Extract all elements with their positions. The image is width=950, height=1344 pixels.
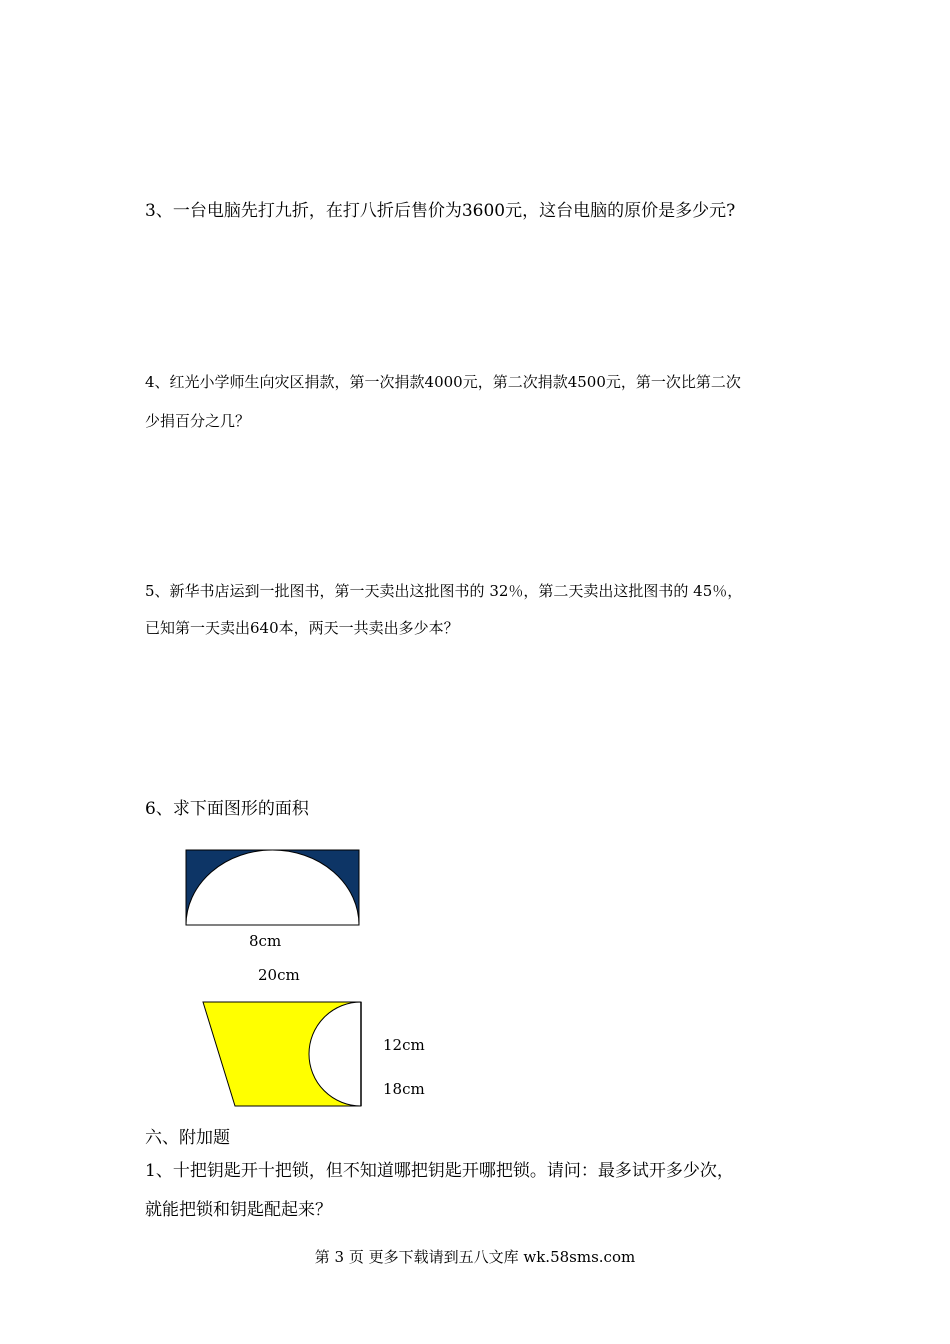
question-4-line-1: 4、红光小学师生向灾区捐款，第一次捐款4000元，第二次捐款4500元，第一次比第二次	[145, 373, 741, 391]
section-6-question-1-line-1: 1、十把钥匙开十把锁，但不知道哪把钥匙开哪把锁。请问：最多试开多少次，	[145, 1161, 734, 1181]
question-5-line-1: 5、新华书店运到一批图书，第一天卖出这批图书的 32％，第二天卖出这批图书的 45％，	[145, 582, 743, 600]
figure-2-top-label: 20cm	[258, 966, 300, 984]
figure-2-upper-right-label: 12cm	[383, 1036, 425, 1054]
figure-rectangle-semicircle	[184, 848, 364, 928]
question-4-line-2: 少捐百分之几？	[145, 412, 251, 430]
page-footer: 第 3 页 更多下载请到五八文库 wk.58sms.com	[314, 1248, 636, 1266]
question-3: 3、一台电脑先打九折，在打八折后售价为3600元，这台电脑的原价是多少元?	[145, 201, 736, 221]
section-6-question-1-line-2: 就能把锁和钥匙配起来？	[145, 1200, 332, 1220]
question-5-line-2: 已知第一天卖出640本，两天一共卖出多少本？	[145, 619, 459, 637]
section-6-heading: 六、附加题	[145, 1128, 230, 1148]
figure-1-width-label: 8cm	[249, 932, 282, 950]
figure-2-lower-right-label: 18cm	[383, 1080, 425, 1098]
question-6: 6、求下面图形的面积	[145, 799, 309, 819]
figure-trapezoid-semicircle	[200, 999, 370, 1111]
